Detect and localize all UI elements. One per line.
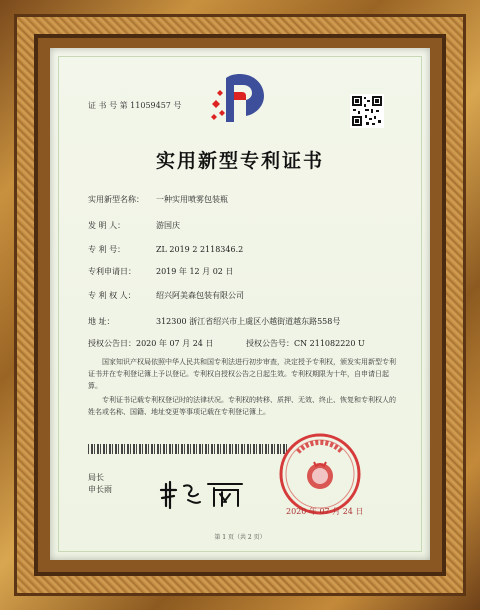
field-inventor: 发 明 人： 游国庆 [88, 221, 180, 230]
cnipa-logo-icon [210, 70, 270, 126]
barcode [88, 444, 288, 454]
grant-number: 授权公告号：CN 211082220 U [246, 339, 365, 348]
certificate-title: 实用新型专利证书 [155, 150, 324, 172]
director-name: 申长雨 [88, 485, 112, 494]
director-signature-icon [158, 476, 248, 512]
field-patent-number: 专 利 号： ZL 2019 2 2118346.2 [88, 245, 244, 254]
certificate-paper [50, 48, 430, 560]
paragraph-grant-statement: 国家知识产权局依照中华人民共和国专利法进行初步审查，决定授予专利权，颁发实用新型专利证书并在专利登记簿上予以登记。专利权自授权公告之日起生效。专利权期限为十年，自申请日起算。 [88, 358, 396, 390]
field-utility-model-name: 实用新型名称： 一种实用喷雾包装瓶 [88, 195, 228, 204]
page-number: 第 1 页（共 2 页） [214, 534, 266, 541]
seal-date: 2020 年 07 月 24 日 [286, 507, 364, 516]
director-title: 局长 [88, 473, 104, 482]
certificate-number: 证 书 号 第 11059457 号 [88, 101, 182, 110]
grant-date: 授权公告日：2020 年 07 月 24 日 [88, 339, 214, 348]
official-seal-icon [278, 432, 362, 516]
qr-code-icon [350, 94, 384, 128]
field-application-date: 专利申请日： 2019 年 12 月 02 日 [88, 267, 234, 276]
field-patentee: 专 利 权 人： 绍兴阿美森包装有限公司 [88, 291, 244, 300]
field-address: 地 址： 312300 浙江省绍兴市上虞区小越街道越东路558号 [88, 317, 341, 326]
paragraph-legal-status: 专利证书记载专利权登记时的法律状况。专利权的转移、质押、无效、终止、恢复和专利权人的姓名或名称、国籍、地址变更等事项记载在专利登记簿上。 [88, 396, 396, 416]
